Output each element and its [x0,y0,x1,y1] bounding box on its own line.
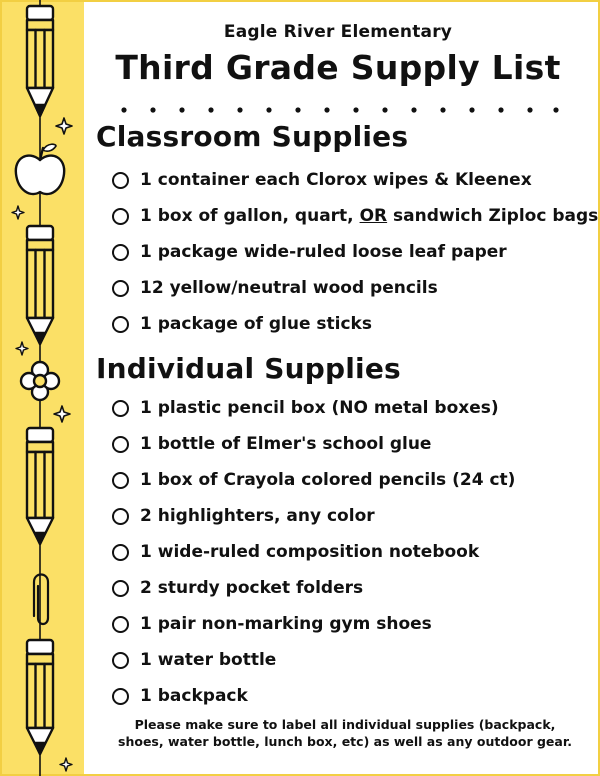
emphasis-or: OR [359,206,388,226]
checkbox-circle-icon [112,472,129,489]
item-text: 1 bottle of Elmer's school glue [140,434,432,454]
checkbox-circle-icon [112,688,129,705]
list-item [112,462,515,498]
item-text: 1 box of Crayola colored pencils (24 ct) [140,470,516,490]
list-item [112,198,598,234]
paperclip-icon [34,575,48,625]
item-text: 1 backpack [140,686,248,706]
note-line-2: shoes, water bottle, lunch box, etc) as well as any outdoor gear. [118,734,572,749]
checkbox-circle-icon [112,208,129,225]
checkbox-circle-icon [112,436,129,453]
list-item [112,306,598,342]
note-line-1: Please make sure to label all individual supplies (backpack, [134,717,556,732]
list-item [112,570,515,606]
classroom-supplies-heading: Classroom Supplies [96,120,409,153]
checkbox-circle-icon [112,580,129,597]
list-item [112,498,515,534]
item-text: 2 sturdy pocket folders [140,578,364,598]
checkbox-circle-icon [112,244,129,261]
list-item [112,234,598,270]
item-text: 1 box of gallon, quart, OR sandwich Ziploc bags [140,206,599,226]
school-name: Eagle River Elementary [223,22,453,42]
item-text: 1 pair non-marking gym shoes [140,614,432,634]
label-reminder-note [100,716,590,750]
list-item [112,534,515,570]
page-title: Third Grade Supply List [115,48,561,87]
doodle-column [0,0,84,776]
checkbox-circle-icon [112,544,129,561]
checkbox-circle-icon [112,280,129,297]
checkbox-circle-icon [112,508,129,525]
sparkle-icon [12,206,24,219]
list-item [112,390,515,426]
sparkle-icon [56,118,72,134]
item-text: 1 water bottle [140,650,277,670]
classroom-supplies-list [112,162,598,342]
dot-divider [120,104,560,116]
checkbox-circle-icon [112,400,129,417]
flower-icon [21,362,59,400]
item-text: 1 container each Clorox wipes & Kleenex [140,170,532,190]
individual-supplies-list [112,390,515,714]
pencil-icon [27,640,53,754]
item-text: 12 yellow/neutral wood pencils [140,278,438,298]
checkbox-circle-icon [112,172,129,189]
sparkle-icon [54,406,70,422]
sparkle-icon [16,342,28,355]
list-item [112,270,598,306]
individual-supplies-heading: Individual Supplies [96,352,401,385]
checkbox-circle-icon [112,616,129,633]
list-item [112,162,598,198]
list-item [112,678,515,714]
item-text: 1 package of glue sticks [140,314,372,334]
list-item [112,642,515,678]
item-text: 2 highlighters, any color [140,506,375,526]
item-text: 1 plastic pencil box (NO metal boxes) [140,398,499,418]
item-text: 1 package wide-ruled loose leaf paper [140,242,507,262]
pencil-icon [27,428,53,544]
sparkle-icon [60,758,72,771]
checkbox-circle-icon [112,316,129,333]
list-item [112,426,515,462]
pencil-icon [27,6,53,116]
pencil-icon [27,226,53,344]
list-item [112,606,515,642]
item-text: 1 wide-ruled composition notebook [140,542,480,562]
checkbox-circle-icon [112,652,129,669]
